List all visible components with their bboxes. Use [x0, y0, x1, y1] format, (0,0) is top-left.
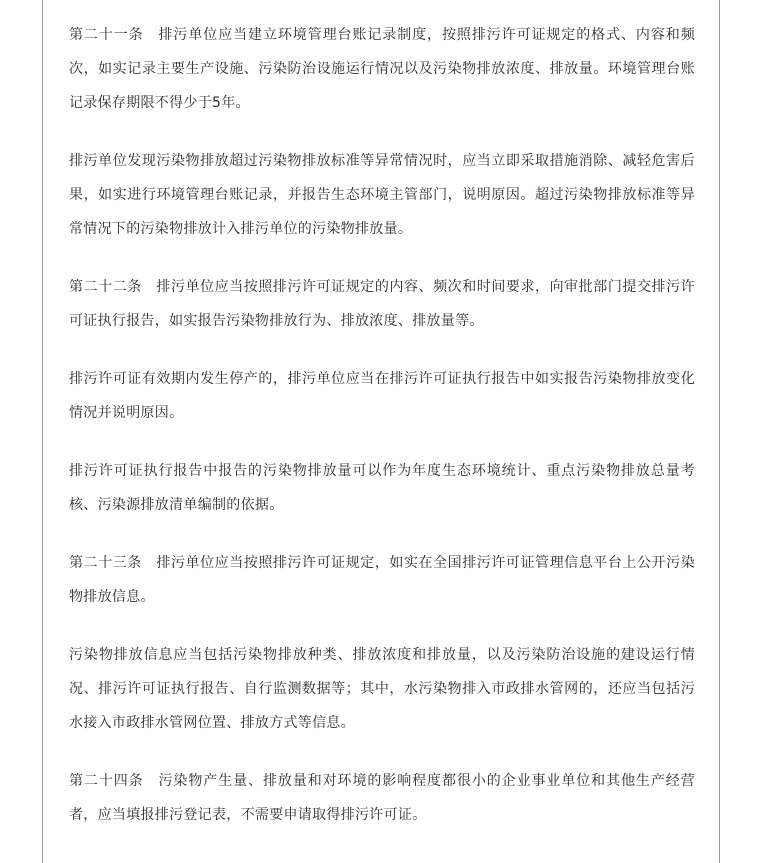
- paragraph-article-23: 第二十三条 排污单位应当按照排污许可证规定，如实在全国排污许可证管理信息平台上公开污染物排放信息。: [69, 555, 695, 605]
- paragraph-article-21-abnormal: 排污单位发现污染物排放超过污染物排放标准等异常情况时，应当立即采取措施消除、减轻危害后果，如实进行环境管理台账记录，并报告生态环境主管部门，说明原因。超过污染物排放标准等异常情况下的污染物排放计入排污单位的污染物排放量。: [69, 153, 695, 237]
- paragraph-article-22-suspension: 排污许可证有效期内发生停产的，排污单位应当在排污许可证执行报告中如实报告污染物排放变化情况并说明原因。: [69, 371, 695, 421]
- paragraph-article-22-statistics: 排污许可证执行报告中报告的污染物排放量可以作为年度生态环境统计、重点污染物排放总量考核、污染源排放清单编制的依据。: [69, 463, 695, 513]
- document-body: [69, 18, 695, 832]
- paragraph-article-23-content: 污染物排放信息应当包括污染物排放种类、排放浓度和排放量，以及污染防治设施的建设运行情况、排污许可证执行报告、自行监测数据等；其中，水污染物排入市政排水管网的，还应当包括污水接入市政排水管网位置、排放方式等信息。: [69, 647, 695, 731]
- document-page: [42, 0, 720, 863]
- paragraph-article-21: 第二十一条 排污单位应当建立环境管理台账记录制度，按照排污许可证规定的格式、内容和频次，如实记录主要生产设施、污染防治设施运行情况以及污染物排放浓度、排放量。环境管理台账记录保存期限不得少于5年。: [69, 27, 695, 111]
- paragraph-article-22: 第二十二条 排污单位应当按照排污许可证规定的内容、频次和时间要求，向审批部门提交排污许可证执行报告，如实报告污染物排放行为、排放浓度、排放量等。: [69, 279, 695, 329]
- paragraph-article-24: 第二十四条 污染物产生量、排放量和对环境的影响程度都很小的企业事业单位和其他生产经营者，应当填报排污登记表，不需要申请取得排污许可证。: [69, 773, 695, 823]
